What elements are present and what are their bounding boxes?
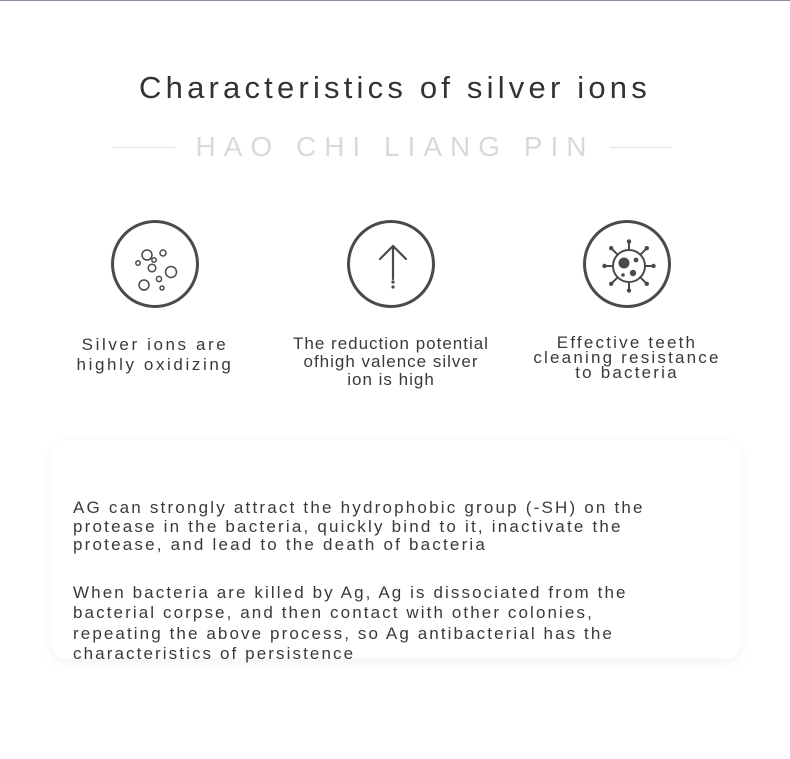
feature-label-line: cleaning resistance [533, 348, 721, 367]
feature-label-line: highly oxidizing [76, 355, 234, 374]
bacteria-icon [583, 220, 671, 308]
arrow-up-icon [347, 220, 435, 308]
bubbles-icon [111, 220, 199, 308]
paragraph-line: characteristics of persistence [73, 643, 356, 663]
description-paragraph [73, 583, 733, 664]
paragraph-line: bacterial corpse, and then contact with other colonies, [73, 603, 594, 623]
feature-label-line: Silver ions are [81, 335, 229, 354]
subtitle-divider-right [610, 147, 672, 148]
paragraph-line: repeating the above process, so Ag antibacterial has the [73, 623, 614, 643]
feature-label [281, 335, 501, 389]
feature-oxidizing [45, 220, 265, 375]
feature-label-line: ion is high [347, 370, 435, 389]
subtitle-row [0, 131, 790, 165]
page-title: Characteristics of silver ions [139, 70, 651, 105]
feature-label-line: The reduction potential [293, 334, 489, 353]
feature-label-line: Effective teeth [556, 333, 698, 352]
paragraph-line: protease, and lead to the death of bacteria [73, 535, 488, 554]
paragraph-line: When bacteria are killed by Ag, Ag is dissociated from the [73, 583, 628, 602]
feature-reduction-potential [281, 220, 501, 389]
feature-teeth-cleaning [517, 220, 737, 380]
paragraph-line: protease in the bacteria, quickly bind to it, inactivate the [73, 516, 623, 536]
paragraph-line: AG can strongly attract the hydrophobic group (-SH) on the [73, 498, 645, 517]
page-subtitle: HAO CHI LIANG PIN [195, 131, 595, 162]
feature-label [517, 335, 737, 380]
top-border [0, 0, 790, 1]
feature-label-line: to bacteria [575, 363, 679, 382]
description-paragraph [73, 499, 733, 555]
feature-label-line: ofhigh valence silver [303, 352, 479, 371]
feature-label [45, 335, 265, 375]
